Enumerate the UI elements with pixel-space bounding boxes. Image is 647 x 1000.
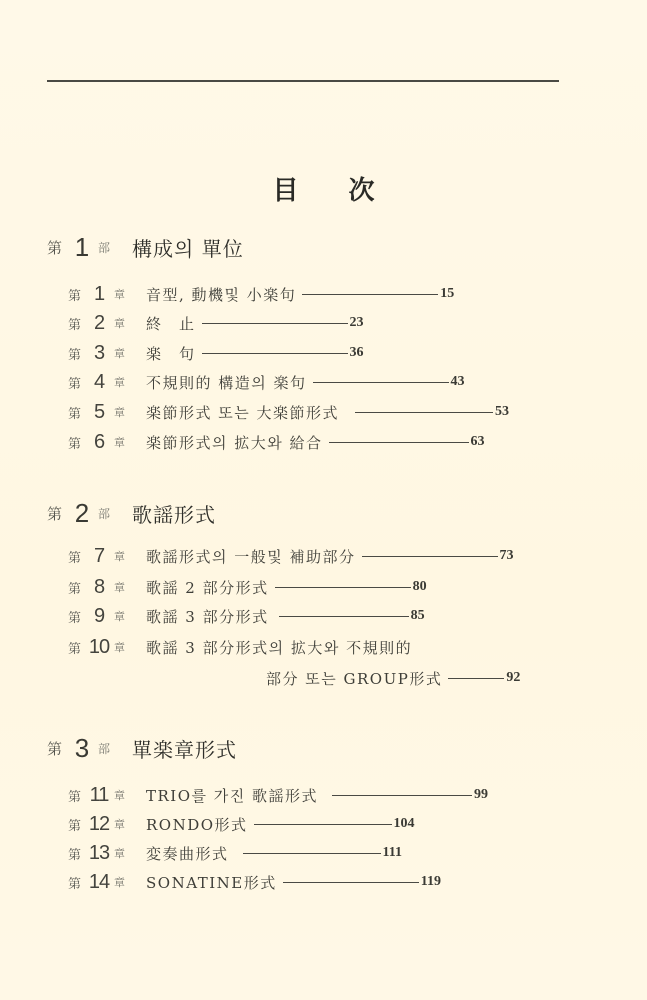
page-number: 92 (506, 670, 521, 685)
chapter-suffix: 章 (114, 847, 125, 860)
part-prefix: 第 (47, 238, 63, 257)
page-number: 23 (349, 315, 364, 330)
chapter-prefix: 第 (68, 288, 82, 304)
chapter-prefix: 第 (68, 789, 82, 805)
dot-leader (329, 442, 469, 443)
chapter-title: 楽節形式 또는 大楽節形式 (146, 403, 340, 422)
dot-leader (243, 853, 381, 854)
chapter-title: SONATINE形式 (146, 873, 277, 892)
chapter-title: 歌謡 3 部分形式의 拡大와 不規則的 (146, 638, 413, 657)
chapter-number: 11 (89, 783, 109, 806)
toc-entry-chapter-14[interactable] (68, 870, 441, 894)
toc-entry-chapter-13[interactable] (68, 841, 402, 865)
chapter-title: 楽 句 (146, 344, 196, 363)
part-title: 歌謡形式 (132, 502, 217, 527)
page-number: 80 (412, 579, 427, 594)
chapter-number: 10 (88, 635, 110, 658)
chapter-prefix: 第 (68, 406, 82, 422)
toc-entry-chapter-4[interactable] (68, 370, 465, 394)
part-heading-2 (47, 497, 216, 529)
page-number: 99 (474, 787, 489, 802)
chapter-title: TRIO를 가진 歌謡形式 (146, 786, 319, 805)
part-suffix: 部 (98, 741, 111, 756)
dot-leader (202, 353, 348, 354)
toc-entry-chapter-2[interactable] (68, 311, 364, 335)
page-number: 43 (450, 374, 465, 389)
page-number: 119 (420, 874, 441, 889)
dot-leader (202, 323, 348, 324)
chapter-suffix: 章 (114, 347, 125, 360)
top-rule (47, 80, 559, 82)
chapter-suffix: 章 (114, 876, 125, 889)
part-number: 1 (74, 231, 90, 262)
page-number: 63 (470, 434, 485, 449)
toc-entry-chapter-12[interactable] (68, 812, 415, 836)
chapter-prefix: 第 (68, 818, 82, 834)
chapter-number: 9 (93, 604, 105, 627)
chapter-prefix: 第 (68, 610, 82, 626)
chapter-number: 3 (93, 341, 105, 364)
chapter-title-continued: 部分 또는 GROUP形式 (266, 669, 443, 688)
toc-entry-chapter-8[interactable] (68, 575, 427, 599)
part-title: 構成의 單位 (132, 236, 244, 261)
dot-leader (254, 824, 392, 825)
chapter-suffix: 章 (114, 818, 125, 831)
chapter-title: 変奏曲形式 (146, 844, 229, 863)
part-number: 3 (74, 732, 90, 763)
chapter-number: 14 (88, 870, 110, 893)
chapter-prefix: 第 (68, 347, 82, 363)
dot-leader (302, 294, 438, 295)
dot-leader (279, 616, 409, 617)
chapter-title: 歌謡形式의 一般및 補助部分 (146, 547, 356, 566)
page-number: 104 (393, 816, 415, 831)
page-number: 36 (349, 345, 364, 360)
chapter-number: 2 (93, 311, 105, 334)
chapter-suffix: 章 (114, 610, 125, 623)
chapter-number: 12 (88, 812, 110, 835)
dot-leader (313, 382, 449, 383)
chapter-suffix: 章 (114, 550, 125, 563)
chapter-number: 6 (93, 430, 105, 453)
chapter-prefix: 第 (68, 641, 82, 657)
chapter-suffix: 章 (114, 641, 125, 654)
chapter-number: 13 (88, 841, 110, 864)
chapter-prefix: 第 (68, 581, 82, 597)
page-number: 73 (499, 548, 514, 563)
part-prefix: 第 (47, 504, 63, 523)
page-number: 85 (410, 608, 425, 623)
page-number: 53 (495, 404, 510, 419)
chapter-number: 8 (93, 575, 105, 598)
chapter-prefix: 第 (68, 436, 82, 452)
toc-entry-chapter-5[interactable] (68, 400, 509, 424)
chapter-number: 4 (93, 370, 105, 393)
toc-entry-chapter-1[interactable] (68, 282, 454, 306)
chapter-number: 1 (93, 282, 105, 305)
chapter-prefix: 第 (68, 876, 82, 892)
toc-entry-chapter-11[interactable] (68, 783, 488, 807)
chapter-prefix: 第 (68, 847, 82, 863)
page-number: 15 (440, 286, 455, 301)
chapter-suffix: 章 (114, 406, 125, 419)
toc-entry-chapter-10-continued[interactable] (266, 666, 520, 690)
toc-entry-chapter-7[interactable] (68, 544, 514, 568)
chapter-prefix: 第 (68, 317, 82, 333)
chapter-prefix: 第 (68, 376, 82, 392)
dot-leader (275, 587, 411, 588)
chapter-prefix: 第 (68, 550, 82, 566)
part-heading-3 (47, 732, 237, 764)
part-suffix: 部 (98, 240, 111, 255)
toc-entry-chapter-10[interactable] (68, 635, 412, 659)
dot-leader (362, 556, 498, 557)
chapter-title: 歌謡 3 部分形式 (146, 607, 269, 626)
chapter-title: 終 止 (146, 314, 196, 333)
chapter-number: 5 (93, 400, 105, 423)
toc-entry-chapter-9[interactable] (68, 604, 425, 628)
chapter-title: 音型, 動機및 小楽句 (146, 285, 297, 304)
dot-leader (283, 882, 419, 883)
page-number: 111 (382, 845, 402, 860)
chapter-suffix: 章 (114, 317, 125, 330)
chapter-suffix: 章 (114, 581, 125, 594)
chapter-suffix: 章 (114, 789, 125, 802)
toc-entry-chapter-3[interactable] (68, 341, 364, 365)
part-title: 單楽章形式 (132, 737, 238, 762)
title-char-2: 次 (348, 176, 375, 206)
chapter-suffix: 章 (114, 436, 125, 449)
chapter-title: 歌謡 2 部分形式 (146, 578, 269, 597)
chapter-title: 楽節形式의 拡大와 給合 (146, 433, 323, 452)
title-char-1: 目 (272, 176, 299, 206)
chapter-number: 7 (93, 544, 105, 567)
chapter-suffix: 章 (114, 376, 125, 389)
part-suffix: 部 (98, 506, 111, 521)
chapter-title: 不規則的 構造의 楽句 (146, 373, 307, 392)
toc-entry-chapter-6[interactable] (68, 430, 485, 454)
chapter-suffix: 章 (114, 288, 125, 301)
part-prefix: 第 (47, 739, 63, 758)
part-heading-1 (47, 231, 244, 263)
dot-leader (448, 678, 504, 679)
chapter-title: RONDO形式 (146, 815, 248, 834)
part-number: 2 (74, 497, 90, 528)
page-title (0, 170, 647, 207)
dot-leader (355, 412, 493, 413)
dot-leader (332, 795, 472, 796)
